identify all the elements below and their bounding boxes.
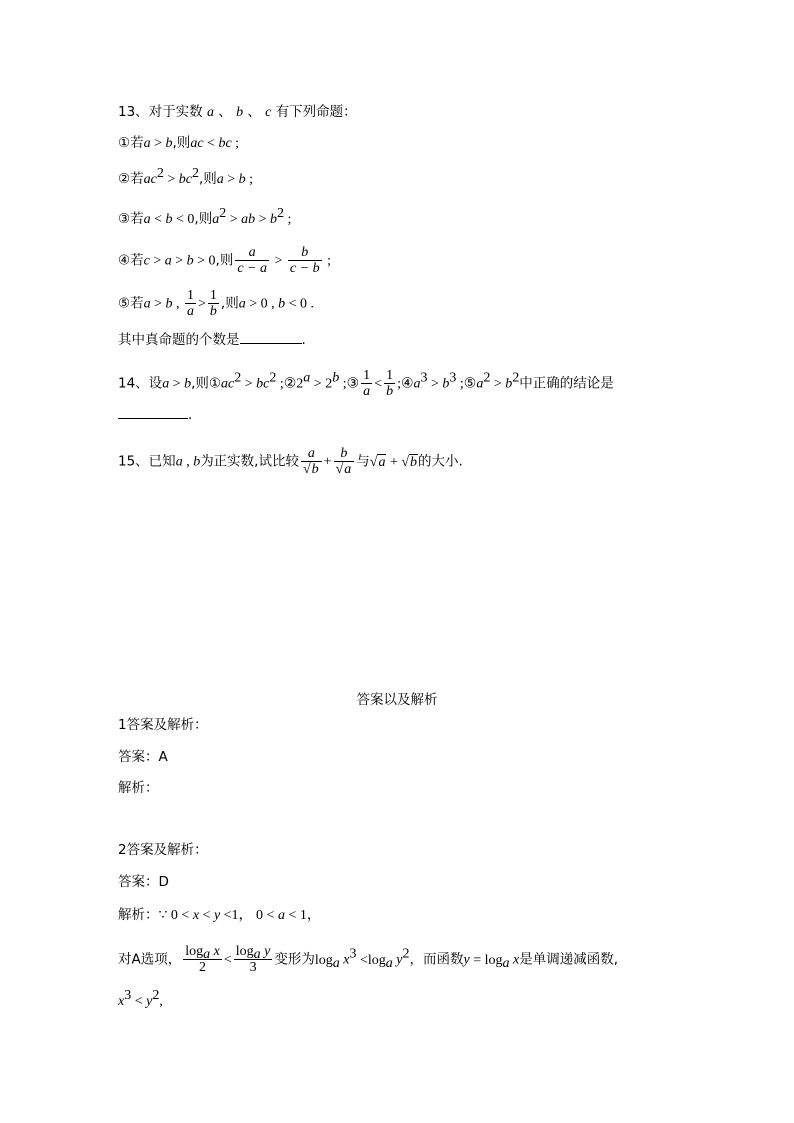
answers-title: 答案以及解析 [356, 692, 438, 708]
q15-stem: 15、已知a , b为正实数,试比较 $\frac{a}{√b}$ + $\frac{b}{√a}$ 与√a + √b的大小. [118, 446, 463, 477]
q13-item-2: ②若$ac^2 > bc^2$,则a > b ; [118, 166, 254, 187]
fraction: $\frac{\log_a x}{2}$ [185, 944, 220, 975]
q13-question: 其中真命题的个数是 . [118, 332, 306, 348]
q13-item-5: ⑤若a > b , $\frac{1}{a}$ > $\frac{1}{b}$ ,则a > 0 , b < 0 . [118, 288, 315, 319]
fraction: $\frac{b}{c - b}$ [289, 245, 320, 276]
q13-item-1: ①若a > b,则ac < bc ; [118, 135, 240, 151]
answer-1-analysis: 解析： [118, 780, 159, 796]
answer-1-heading: 1答案及解析： [118, 717, 208, 733]
fraction: $\frac{a}{c - a}$ [237, 245, 268, 276]
fraction: $\frac{\log_a y}{3}$ [235, 944, 271, 975]
fraction: $\frac{1}{b}$ [209, 288, 217, 319]
answer-1-answer: 答案：A [118, 749, 168, 765]
answer-2-answer: 答案：D [118, 874, 169, 890]
q13-stem: 13、对于实数 a 、 b 、 c 有下列命题： [118, 104, 357, 120]
fraction: $\frac{a}{√b}$ [301, 446, 322, 477]
fraction: $\frac{1}{a}$ [187, 288, 195, 319]
fraction: $\frac{1}{b}$ [386, 368, 394, 399]
fraction: $\frac{1}{a}$ [363, 368, 371, 399]
answer-2-heading: 2答案及解析： [118, 842, 208, 858]
answer-blank [118, 418, 188, 419]
answer-blank [240, 343, 302, 344]
q13-item-3: ③若a < b < 0,则$a^2$ > ab > $b^2$ ; [118, 206, 292, 227]
fraction: $\frac{b}{√a}$ [334, 446, 355, 477]
q14-stem: 14、设a > b,则$①ac^2 > bc^2$ $;②2^a > 2^b$ ;③ $\frac{1}{a}$ < $\frac{1}{b}$ $;④a^3 > b^3$ $;⑤a^2 > b^2$中正确的结论是 [118, 368, 614, 399]
q13-item-4: ④若c > a > b > 0,则 $\frac{a}{c - a}$ > $\frac{b}{c - b}$ ; [118, 245, 331, 276]
answer-2-option-a: 对A选项， $\frac{\log_a x}{2}$ < $\frac{\log_a y}{3}$ 变形为$\log_a x^3 <\log_a$ $y^2$，而函数$y = \log_a x$是单调递减函数, [118, 944, 619, 975]
answer-2-conclusion: $x^3 < y^2$, [118, 988, 163, 1009]
q14-answer-line: . [118, 409, 192, 423]
answer-2-analysis: 解析：∵ 0 < x < y <1， 0 < a < 1， [118, 907, 321, 923]
